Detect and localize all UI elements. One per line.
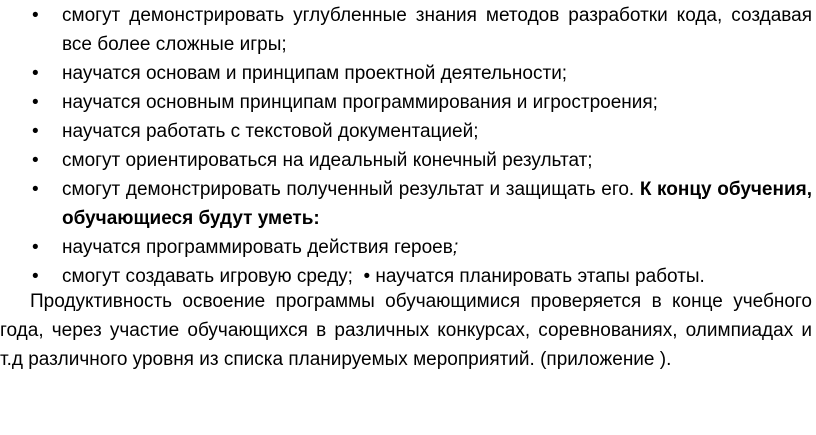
- list-item-punctuation: ;: [452, 237, 459, 258]
- list-item: [0, 59, 812, 88]
- section-heading: К концу обучения, обучающиеся будут уметь:: [62, 179, 812, 229]
- list-item-text: научатся основам и принципам проектной деятельности;: [62, 63, 568, 84]
- list-item-text: смогут ориентироваться на идеальный конечный результат;: [62, 150, 593, 171]
- list-item: [0, 88, 812, 117]
- body-paragraph: Продуктивность освоение программы обучающимися проверяется в конце учебного года, через участие обучающихся в различных конкурсах, соревнованиях, олимпиадах и т.д различного уровня из списка планируемых мероприятий. (приложение ).: [0, 291, 812, 370]
- list-item-text: научатся программировать действия героев: [62, 237, 453, 258]
- bullet-icon: •: [32, 266, 39, 287]
- bullet-icon: •: [32, 237, 39, 258]
- bullet-icon: •: [32, 150, 39, 171]
- list-item-text: научатся работать с текстовой документацией;: [62, 121, 479, 142]
- list-item-text: смогут демонстрировать полученный результат и защищать его.: [62, 179, 635, 200]
- list-item: [0, 233, 812, 262]
- list-item-text: смогут создавать игровую среду;: [62, 266, 353, 287]
- bullet-icon: •: [32, 179, 39, 200]
- bullet-icon: •: [32, 5, 39, 26]
- bullet-icon: •: [32, 92, 39, 113]
- list-item-text: смогут демонстрировать углубленные знания методов разработки кода, создавая все более сложные игры;: [62, 5, 812, 55]
- bullet-icon: •: [32, 121, 39, 142]
- list-item: [0, 146, 812, 175]
- list-item: [0, 117, 812, 146]
- list-item: [0, 1, 812, 59]
- bullet-icon: •: [32, 63, 39, 84]
- list-item-text-inline: • научатся планировать этапы работы.: [363, 266, 705, 287]
- list-item-text: научатся основным принципам программирования и игростроения;: [62, 92, 658, 113]
- outcomes-list: [0, 1, 812, 291]
- list-item: [0, 175, 812, 233]
